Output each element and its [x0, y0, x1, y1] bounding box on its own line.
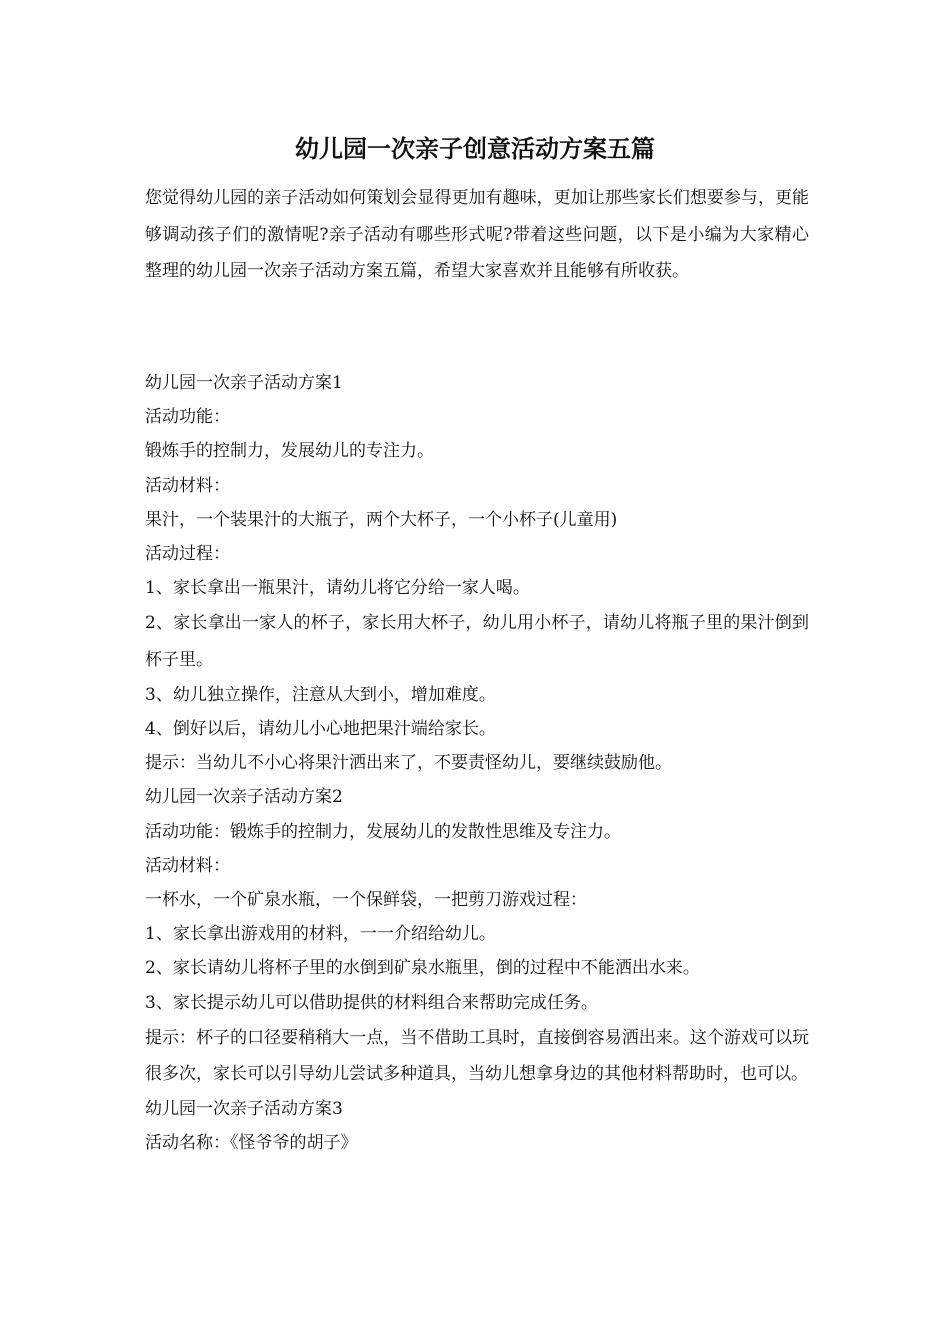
plan-1-materials-text: 果汁，一个装果汁的大瓶子，两个大杯子，一个小杯子(儿童用)	[145, 509, 618, 530]
plan-2-tip: 提示：杯子的口径要稍稍大一点，当不借助工具时，直接倒容易洒出来。这个游戏可以玩很多次，家长可以引导幼儿尝试多种道具，当幼儿想拿身边的其他材料帮助时，也可以。	[145, 1027, 809, 1085]
plan-2-heading: 幼儿园一次亲子活动方案2	[145, 787, 343, 808]
plan-1-step-4: 4、倒好以后，请幼儿小心地把果汁端给家长。	[145, 719, 496, 740]
plan-1-process-label: 活动过程：	[145, 544, 230, 565]
plan-2-step-2: 2、家长请幼儿将杯子里的水倒到矿泉水瓶里，倒的过程中不能洒出水来。	[145, 958, 700, 979]
plan-1-heading: 幼儿园一次亲子活动方案1	[145, 373, 343, 393]
plan-2-function-text: 活动功能：锻炼手的控制力，发展幼儿的发散性思维及专注力。	[145, 821, 621, 842]
plan-1-tip: 提示：当幼儿不小心将果汁洒出来了，不要责怪幼儿，要继续鼓励他。	[145, 753, 672, 774]
plan-2-materials-label: 活动材料：	[145, 855, 230, 876]
plan-1-step-2: 2、家长拿出一家人的杯子，家长用大杯子，幼儿用小杯子，请幼儿将瓶子里的果汁倒到杯子里。	[145, 613, 809, 670]
plan-1-function-text: 锻炼手的控制力，发展幼儿的专注力。	[145, 441, 434, 462]
plan-2-step-1: 1、家长拿出游戏用的材料，一一介绍给幼儿。	[145, 924, 496, 945]
plan-1-step-1: 1、家长拿出一瓶果汁，请幼儿将它分给一家人喝。	[145, 578, 530, 599]
intro-paragraph: 您觉得幼儿园的亲子活动如何策划会显得更加有趣味，更加让那些家长们想要参与，更能够调动孩子们的激情呢?亲子活动有哪些形式呢?带着这些问题，以下是小编为大家精心整理的幼儿园一次亲子活动方案五篇，希望大家喜欢并且能够有所收获。	[145, 188, 809, 281]
plan-3-heading: 幼儿园一次亲子活动方案3	[145, 1099, 343, 1120]
plan-2-materials-text: 一杯水，一个矿泉水瓶，一个保鲜袋，一把剪刀游戏过程：	[145, 890, 587, 911]
plan-1-step-3: 3、幼儿独立操作，注意从大到小，增加难度。	[145, 684, 496, 705]
plan-1-function-label: 活动功能：	[145, 407, 230, 428]
plan-2-step-3: 3、家长提示幼儿可以借助提供的材料组合来帮助完成任务。	[145, 992, 598, 1013]
plan-3-activity-name: 活动名称：《怪爷爷的胡子》	[145, 1133, 358, 1154]
document-body	[145, 366, 809, 1161]
document-title: 幼儿园一次亲子创意活动方案五篇	[295, 134, 655, 163]
plan-1-materials-label: 活动材料：	[145, 475, 230, 496]
